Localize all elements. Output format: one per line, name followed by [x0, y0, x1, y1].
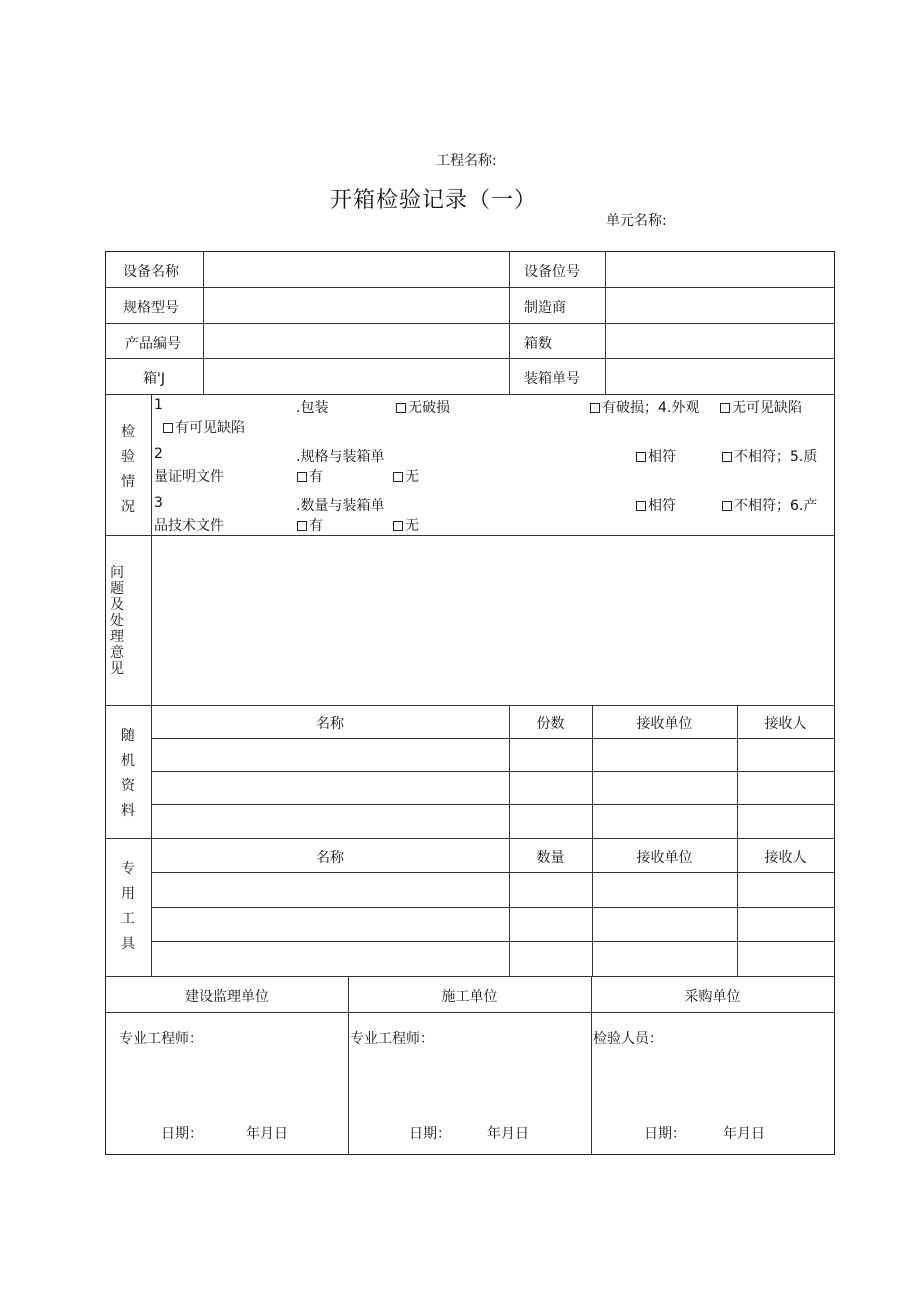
tools-header-name: 名称	[316, 850, 344, 866]
checkbox-icon[interactable]	[722, 452, 732, 462]
no-visible-defect-option: 无可见缺陷	[720, 397, 802, 417]
equipment-position-label: 设备位号	[524, 264, 580, 280]
packing-list-no-label: 装箱单号	[524, 371, 580, 387]
construction-date-format: 年月日	[487, 1126, 529, 1142]
row-divider	[106, 705, 834, 706]
manufacturer-label: 制造商	[524, 300, 566, 316]
quantity-mismatch-option: 不相符；6.产	[722, 495, 817, 515]
row-divider	[151, 771, 834, 772]
row-divider	[106, 1012, 834, 1013]
inspection-num-2: 2	[154, 446, 163, 462]
tech-docs-yes-option: 有	[297, 515, 323, 535]
checkbox-icon[interactable]	[720, 403, 730, 413]
quality-cert-label: 量证明文件	[154, 469, 224, 485]
row-divider	[106, 394, 834, 395]
checkbox-icon[interactable]	[393, 472, 403, 482]
row-divider	[106, 287, 834, 288]
tools-label: 专用工具	[121, 861, 135, 952]
procurement-unit-header: 采购单位	[684, 989, 741, 1005]
inspection-num-1: 1	[154, 397, 163, 413]
documents-header-name: 名称	[316, 716, 344, 732]
row-divider	[151, 941, 834, 942]
inspection-item-spec: .规格与装箱单	[296, 449, 385, 465]
box-count-label: 箱数	[524, 336, 552, 352]
inspection-item-quantity: .数量与装箱单	[296, 498, 385, 514]
row-divider	[106, 323, 834, 324]
quality-cert-yes-option: 有	[297, 466, 323, 486]
documents-header-copies: 份数	[536, 716, 565, 732]
tools-header-receiver: 接收人	[764, 850, 807, 866]
construction-date-label: 日期：	[409, 1126, 451, 1142]
inspection-item-packing: .包装	[296, 400, 329, 416]
checkbox-icon[interactable]	[722, 501, 732, 511]
spec-mismatch-option: 不相符；5.质	[722, 446, 817, 466]
checkbox-icon[interactable]	[396, 403, 406, 413]
visible-defect-option: 有可见缺陷	[163, 417, 245, 437]
col-divider	[592, 705, 593, 976]
inspector-label: 检验人员：	[593, 1031, 663, 1047]
quantity-match-option: 相符	[636, 495, 676, 515]
product-number-label: 产品编号	[125, 336, 181, 352]
checkbox-icon[interactable]	[393, 521, 403, 531]
construction-unit-header: 施工单位	[441, 989, 498, 1005]
checkbox-icon[interactable]	[297, 472, 307, 482]
checkbox-icon[interactable]	[590, 403, 600, 413]
construction-engineer-label: 专业工程师：	[350, 1031, 434, 1047]
equipment-name-label: 设备名称	[123, 264, 179, 280]
tech-docs-label: 品技术文件	[154, 518, 224, 534]
packing-damaged-option: 有破损；4.外观	[590, 397, 699, 417]
supervision-date-format: 年月日	[246, 1126, 288, 1142]
page-title: 开箱检验记录（一）	[330, 188, 538, 213]
inspection-num-3: 3	[154, 495, 163, 511]
inspection-label: 检验情况	[121, 424, 135, 515]
col-divider	[509, 252, 510, 394]
issues-text-area[interactable]	[154, 538, 830, 701]
tech-docs-no-option: 无	[393, 515, 419, 535]
col-divider	[605, 252, 606, 394]
documents-label: 随机资料	[121, 728, 135, 819]
row-divider	[106, 838, 834, 839]
row-divider	[151, 907, 834, 908]
row-divider	[106, 535, 834, 536]
col-divider	[737, 705, 738, 976]
documents-header-receiving-unit: 接收单位	[636, 716, 693, 732]
tools-header-receiving-unit: 接收单位	[636, 850, 693, 866]
spec-match-option: 相符	[636, 446, 676, 466]
packing-undamaged-option: 无破损	[396, 397, 450, 417]
documents-header-receiver: 接收人	[764, 716, 807, 732]
row-divider	[151, 738, 834, 739]
supervision-date-label: 日期：	[161, 1126, 203, 1142]
procurement-date-label: 日期：	[644, 1126, 686, 1142]
issues-label: 问题及处理意见	[110, 565, 124, 677]
unit-name-label: 单元名称:	[606, 213, 667, 229]
supervision-engineer-label: 专业工程师：	[119, 1031, 203, 1047]
inspection-form	[105, 251, 835, 1155]
row-divider	[151, 872, 834, 873]
checkbox-icon[interactable]	[636, 452, 646, 462]
col-divider	[509, 705, 510, 976]
row-divider	[151, 804, 834, 805]
project-name-label: 工程名称:	[436, 153, 497, 169]
tools-header-quantity: 数量	[536, 850, 565, 866]
procurement-date-format: 年月日	[723, 1126, 765, 1142]
quality-cert-no-option: 无	[393, 466, 419, 486]
checkbox-icon[interactable]	[163, 423, 173, 433]
box-code-label: 箱'J	[143, 371, 165, 387]
supervision-unit-header: 建设监理单位	[185, 989, 269, 1005]
checkbox-icon[interactable]	[636, 501, 646, 511]
checkbox-icon[interactable]	[297, 521, 307, 531]
row-divider	[106, 976, 834, 977]
col-divider	[203, 252, 204, 394]
col-divider	[151, 394, 152, 976]
row-divider	[106, 358, 834, 359]
spec-model-label: 规格型号	[123, 300, 179, 316]
